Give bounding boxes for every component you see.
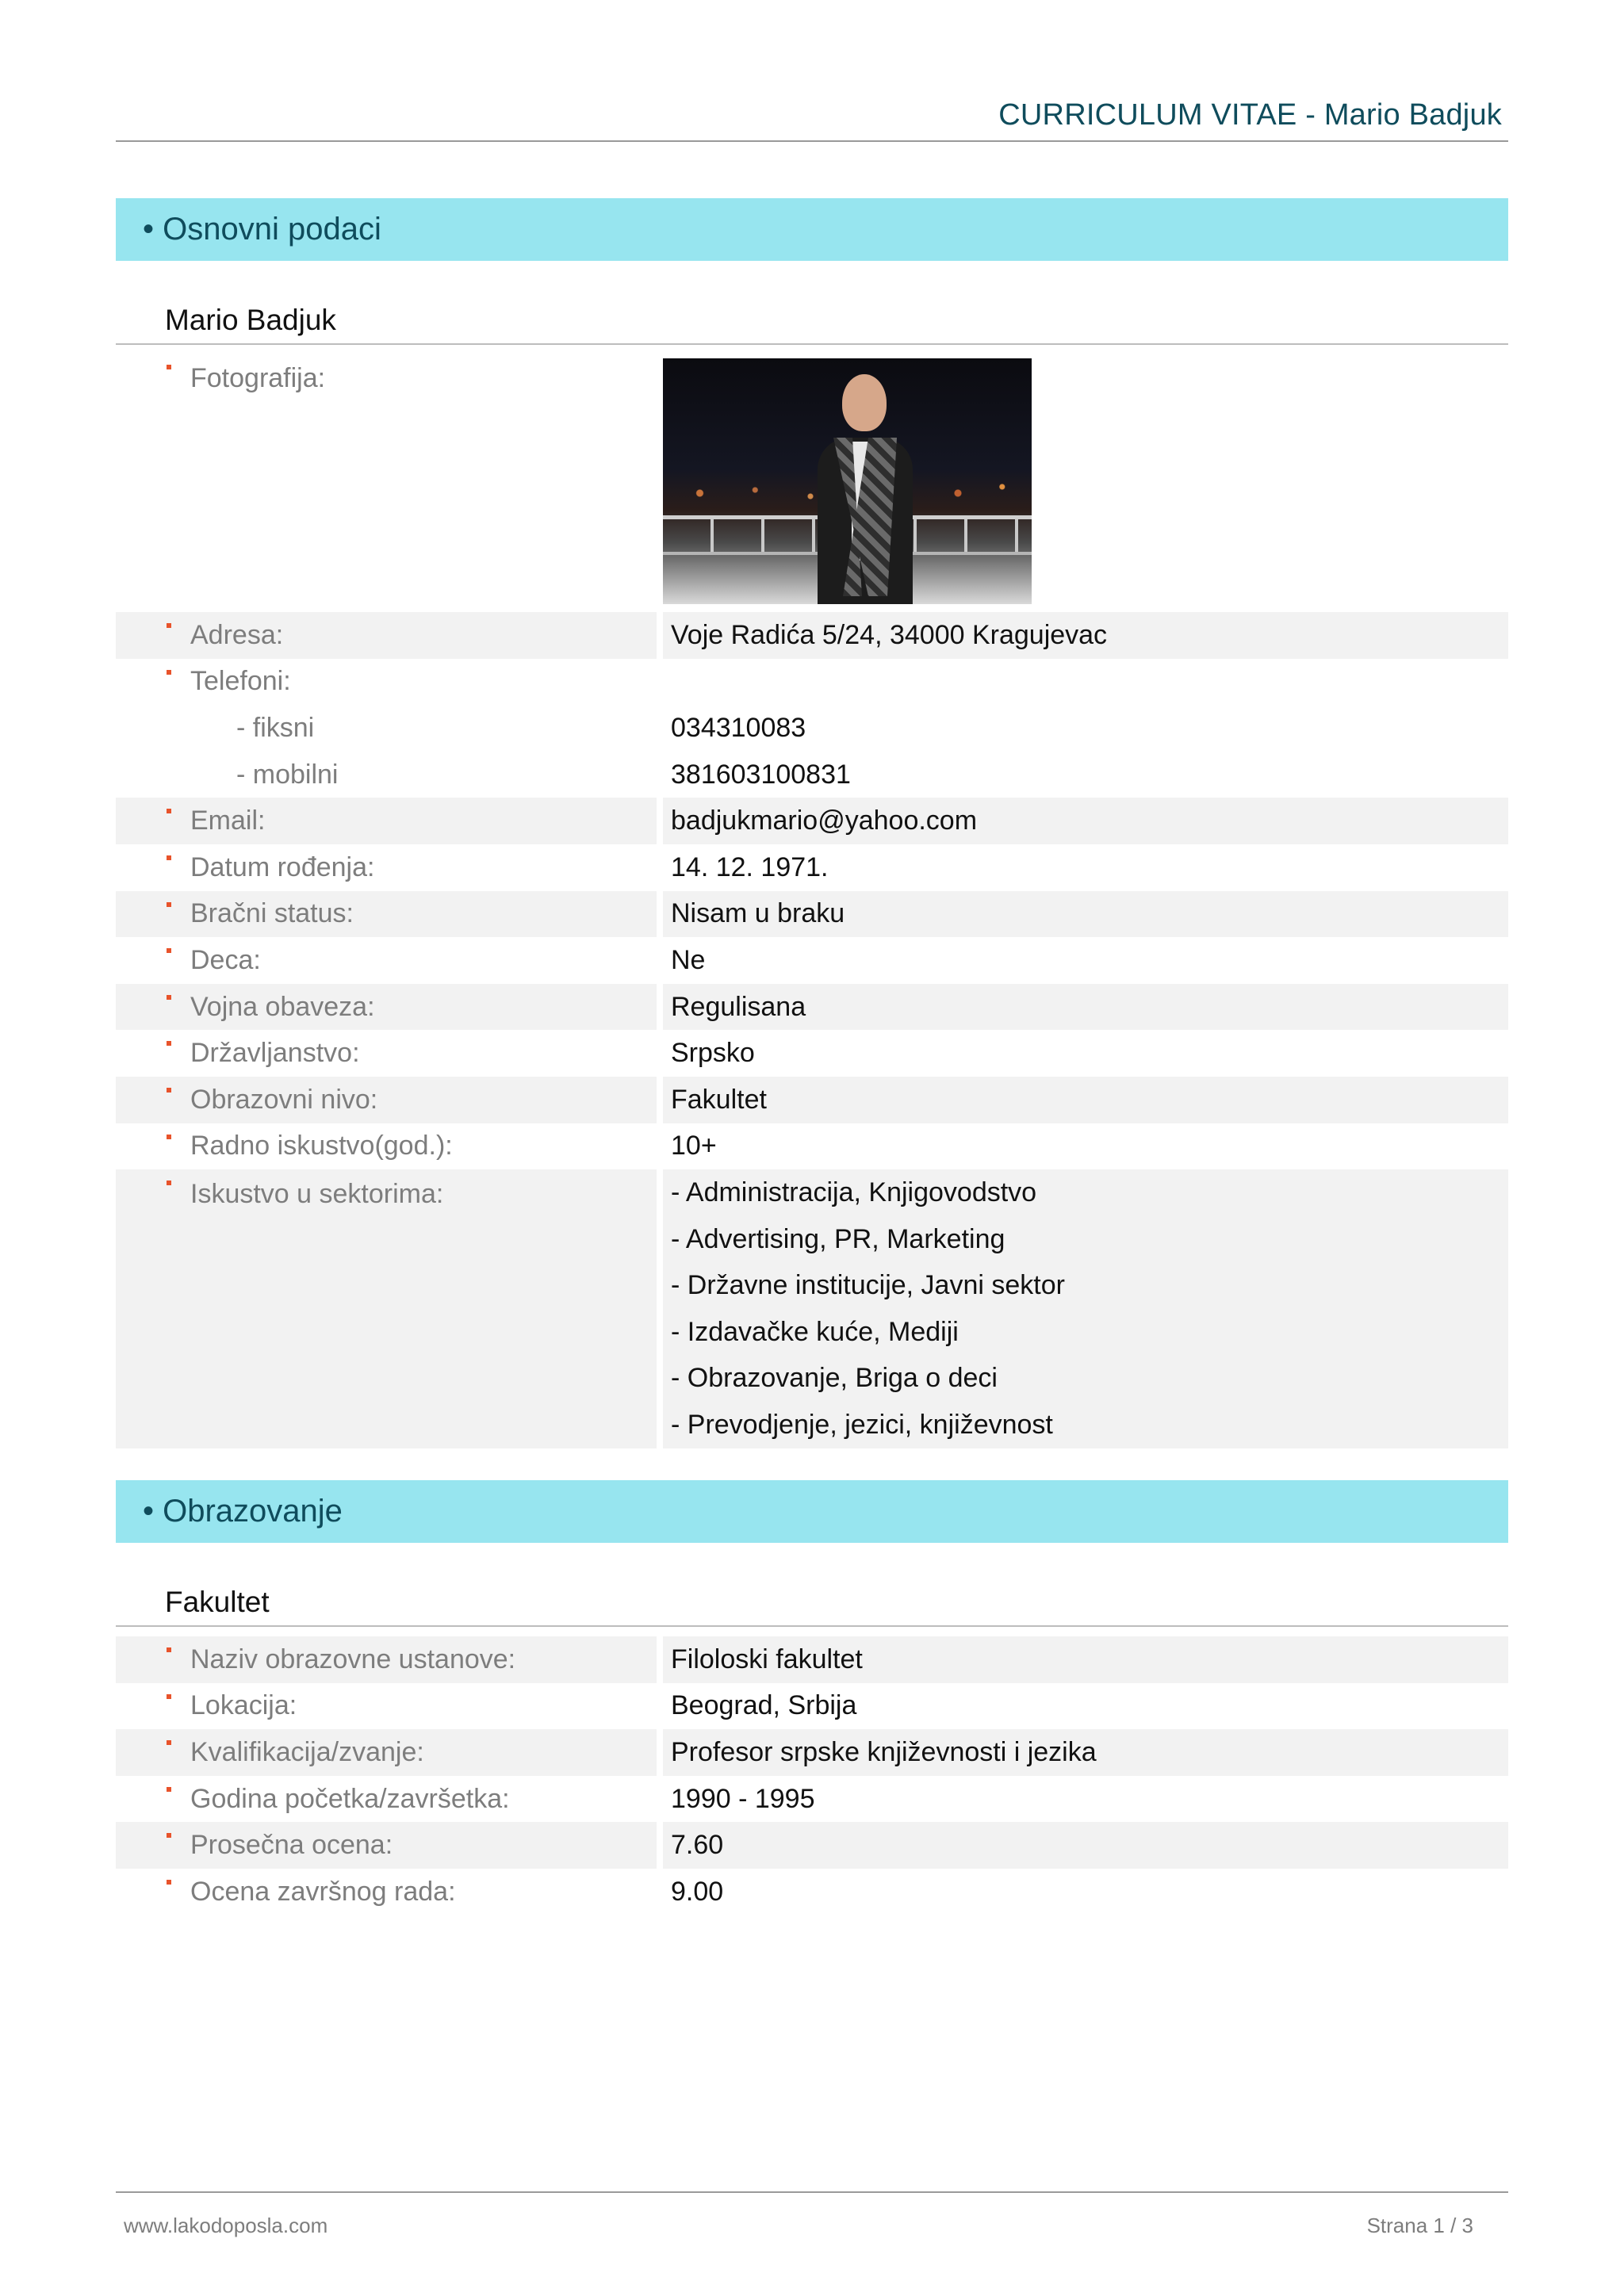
birth-label-cell <box>116 844 657 891</box>
photo-label-cell <box>116 350 657 612</box>
military-label: Vojna obaveza: <box>190 991 375 1022</box>
sector-item: - Prevodjenje, jezici, književnost <box>671 1409 1053 1440</box>
bullet-icon <box>167 1694 171 1699</box>
thesis-value: 9.00 <box>671 1876 724 1907</box>
sectors-list <box>663 1169 1508 1448</box>
address-value: Voje Radića 5/24, 34000 Kragujevac <box>663 612 1508 659</box>
thesis-label: Ocena završnog rada: <box>190 1876 456 1907</box>
person-name: Mario Badjuk <box>165 304 336 336</box>
profile-photo <box>663 358 1032 604</box>
children-row <box>116 937 1508 984</box>
bullet-icon <box>167 902 171 907</box>
bullet-icon <box>167 1740 171 1745</box>
birth-value: 14. 12. 1971. <box>671 851 829 882</box>
thesis-label-cell <box>116 1869 657 1915</box>
institution-label-cell <box>116 1636 657 1683</box>
birth-row <box>116 844 1508 891</box>
years-row <box>116 1776 1508 1823</box>
bullet-icon <box>167 995 171 1000</box>
mobile-label: - mobilni <box>236 759 339 790</box>
experience-row <box>116 1123 1508 1170</box>
average-row <box>116 1822 1508 1869</box>
children-label-cell <box>116 937 657 984</box>
bullet-icon <box>167 1880 171 1885</box>
basic-info-rows <box>116 350 1508 1448</box>
bullet-icon <box>167 809 171 813</box>
bullet-icon <box>167 948 171 953</box>
location-row <box>116 1683 1508 1730</box>
photo-person-head <box>842 374 887 431</box>
average-label-cell <box>116 1822 657 1869</box>
landline-value: 034310083 <box>671 712 806 743</box>
person-name-block <box>116 304 1508 345</box>
years-value: 1990 - 1995 <box>671 1783 815 1814</box>
military-label-cell <box>116 984 657 1031</box>
bullet-icon <box>167 365 171 369</box>
education-title: Fakultet <box>165 1586 270 1618</box>
email-label-cell <box>116 798 657 844</box>
qualification-label: Kvalifikacija/zvanje: <box>190 1736 424 1767</box>
qualification-row <box>116 1729 1508 1776</box>
bullet-icon <box>167 1088 171 1093</box>
marital-row <box>116 891 1508 938</box>
bullet-icon <box>167 1647 171 1652</box>
average-label: Prosečna ocena: <box>190 1830 393 1861</box>
average-value: 7.60 <box>663 1822 1508 1869</box>
sector-item: - Obrazovanje, Briga o deci <box>671 1363 998 1394</box>
years-label: Godina početka/završetka: <box>190 1783 510 1814</box>
name-divider <box>116 343 1508 345</box>
military-value: Regulisana <box>663 984 1508 1031</box>
marital-value: Nisam u braku <box>663 891 1508 938</box>
sectors-label-cell <box>116 1169 657 1448</box>
bullet-icon <box>167 855 171 860</box>
education-divider <box>116 1625 1508 1627</box>
bullet-icon <box>167 1787 171 1792</box>
children-value: Ne <box>671 944 706 975</box>
document-header-title: CURRICULUM VITAE - Mario Badjuk <box>998 98 1502 132</box>
footer-site-link[interactable]: www.lakodoposla.com <box>124 2214 328 2237</box>
landline-row <box>116 705 1508 752</box>
birth-label: Datum rođenja: <box>190 851 375 882</box>
phones-row <box>116 659 1508 706</box>
marital-label-cell <box>116 891 657 938</box>
landline-label-cell <box>116 705 657 752</box>
location-value: Beograd, Srbija <box>671 1690 857 1721</box>
bullet-icon <box>167 623 171 628</box>
footer-page-number: Strana 1 / 3 <box>1366 2214 1473 2237</box>
qualification-label-cell <box>116 1729 657 1776</box>
email-row <box>116 798 1508 844</box>
mobile-value: 381603100831 <box>671 759 851 790</box>
location-label-cell <box>116 1683 657 1730</box>
photo-label: Fotografija: <box>190 363 326 393</box>
education-rows <box>116 1636 1508 1915</box>
sector-item: - Državne institucije, Javni sektor <box>671 1270 1065 1301</box>
bullet-icon <box>167 670 171 675</box>
sector-item: - Administracija, Knjigovodstvo <box>671 1177 1037 1207</box>
sectors-label: Iskustvo u sektorima: <box>190 1179 444 1210</box>
bullet-icon <box>167 1135 171 1139</box>
citizenship-label-cell <box>116 1030 657 1077</box>
section-education: • Obrazovanje <box>116 1480 1508 1543</box>
qualification-value: Profesor srpske književnosti i jezika <box>663 1729 1508 1776</box>
institution-label: Naziv obrazovne ustanove: <box>190 1644 516 1674</box>
military-row <box>116 984 1508 1031</box>
citizenship-label: Državljanstvo: <box>190 1038 360 1069</box>
footer-divider <box>116 2191 1508 2193</box>
location-label: Lokacija: <box>190 1690 297 1721</box>
marital-label: Bračni status: <box>190 898 354 929</box>
phones-label: Telefoni: <box>190 666 291 697</box>
landline-label: - fiksni <box>236 712 315 743</box>
education-block-title <box>116 1586 1508 1627</box>
institution-value: Filoloski fakultet <box>663 1636 1508 1683</box>
address-row <box>116 612 1508 659</box>
experience-label-cell <box>116 1123 657 1170</box>
sector-item: - Advertising, PR, Marketing <box>671 1223 1005 1254</box>
photo-cell <box>663 350 1508 612</box>
header-divider <box>116 140 1508 142</box>
mobile-label-cell <box>116 752 657 798</box>
edu-level-label-cell <box>116 1077 657 1123</box>
sector-item: - Izdavačke kuće, Mediji <box>671 1316 959 1347</box>
institution-row <box>116 1636 1508 1683</box>
section-basic-info: • Osnovni podaci <box>116 198 1508 261</box>
address-label-cell <box>116 612 657 659</box>
address-label: Adresa: <box>190 619 284 650</box>
citizenship-value: Srpsko <box>671 1038 755 1069</box>
edu-level-row <box>116 1077 1508 1123</box>
email-label: Email: <box>190 806 266 836</box>
sectors-row <box>116 1169 1508 1448</box>
experience-label: Radno iskustvo(god.): <box>190 1131 453 1161</box>
years-label-cell <box>116 1776 657 1823</box>
bullet-icon <box>167 1181 171 1185</box>
edu-level-value: Fakultet <box>663 1077 1508 1123</box>
citizenship-row <box>116 1030 1508 1077</box>
mobile-row <box>116 752 1508 798</box>
edu-level-label: Obrazovni nivo: <box>190 1084 378 1115</box>
children-label: Deca: <box>190 944 261 975</box>
photo-row <box>116 350 1508 612</box>
thesis-row <box>116 1869 1508 1915</box>
phones-label-cell <box>116 659 657 706</box>
experience-value: 10+ <box>671 1131 717 1161</box>
bullet-icon <box>167 1833 171 1838</box>
email-value: badjukmario@yahoo.com <box>663 798 1508 844</box>
bullet-icon <box>167 1041 171 1046</box>
phones-value <box>663 659 1508 706</box>
